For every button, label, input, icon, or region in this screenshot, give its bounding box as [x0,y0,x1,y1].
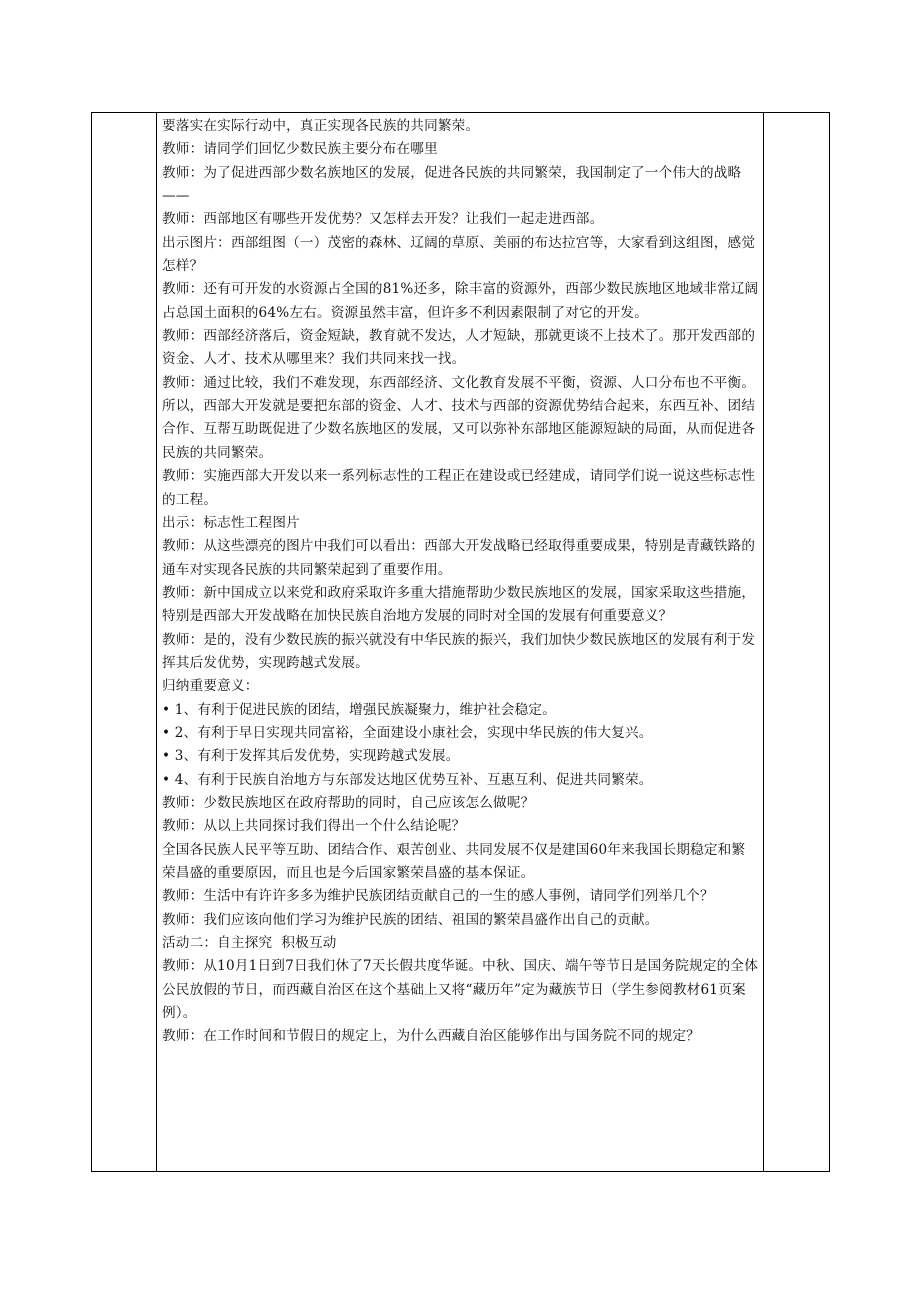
paragraph: 全国各民族人民平等互助、团结合作、艰苦创业、共同发展不仅是建国60年来我国长期稳定和繁荣昌盛的重要原因，而且也是今后国家繁荣昌盛的基本保证。 [162,841,746,881]
table-column-divider-left [156,113,157,1171]
paragraph: 教师：还有可开发的水资源占全国的81%还多，除丰富的资源外，西部少数民族地区地域非常辽阔占总国土面积的64%左右。资源虽然丰富，但许多不利因素限制了对它的开发。 [162,281,759,321]
lesson-table [91,112,830,1172]
paragraph: 教师：从以上共同探讨我们得出一个什么结论呢？ [162,818,466,835]
paragraph: 教师：生活中有许许多多为维护民族团结贡献自己的一生的感人事例，请同学们列举几个？ [162,888,714,905]
bullet-item: • 3、有利于发挥其后发优势，实现跨越式发展。 [162,748,460,765]
paragraph: 出示：标志性工程图片 [162,514,300,531]
section-heading: 活动二：自主探究 积极互动 [162,935,337,952]
paragraph: 教师：实施西部大开发以来一系列标志性的工程正在建设或已经建成，请同学们说一说这些标志性的工程。 [162,468,756,508]
paragraph: 教师：我们应该向他们学习为维护民族的团结、祖国的繁荣昌盛作出自己的贡献。 [162,911,659,928]
bullet-item: • 1、有利于促进民族的团结，增强民族凝聚力，维护社会稳定。 [162,701,557,718]
paragraph: 教师：少数民族地区在政府帮助的同时，自己应该怎么做呢？ [162,794,535,811]
bullet-item: • 2、有利于早日实现共同富裕，全面建设小康社会，实现中华民族的伟大复兴。 [162,724,653,741]
table-column-divider-right [763,113,764,1171]
bullet-item: • 4、有利于民族自治地方与东部发达地区优势互补、互惠互利、促进共同繁荣。 [162,771,653,788]
paragraph: 教师：西部经济落后，资金短缺，教育就不发达，人才短缺，那就更谈不上技术了。那开发西部的资金、人才、技术从哪里来？我们共同来找一找。 [162,328,756,368]
paragraph: 教师：新中国成立以来党和政府采取许多重大措施帮助少数民族地区的发展，国家采取这些措施，特别是西部大开发战略在加快民族自治地方发展的同时对全国的发展有何重要意义？ [162,584,756,625]
paragraph: 教师：从这些漂亮的图片中我们可以看出：西部大开发战略已经取得重要成果，特别是青藏铁路的通车对实现各民族的共同繁荣起到了重要作用。 [162,538,756,578]
paragraph: 教师：是的，没有少数民族的振兴就没有中华民族的振兴，我们加快少数民族地区的发展有利于发挥其后发优势，实现跨越式发展。 [162,631,756,671]
paragraph: 教师：请同学们回忆少数民族主要分布在哪里 [162,141,438,158]
paragraph: 教师：为了促进西部少数名族地区的发展，促进各民族的共同繁荣，我国制定了一个伟大的战略—— [162,164,742,205]
section-heading: 归纳重要意义： [162,678,259,695]
paragraph: 教师：从10月1日到7日我们休了7天长假共度华诞。中秋、国庆、端午等节日是国务院规定的全体公民放假的节日，而西藏自治区在这个基础上又将“藏历年”定为藏族节日（学生参阅教材61页案例）。 [162,958,758,1022]
paragraph: 要落实在实际行动中，真正实现各民族的共同繁荣。 [162,118,480,134]
paragraph: 教师：在工作时间和节假日的规定上，为什么西藏自治区能够作出与国务院不同的规定？ [162,1028,700,1045]
paragraph: 教师：通过比较，我们不难发现，东西部经济、文化教育发展不平衡，资源、人口分布也不平衡。所以，西部大开发就是要把东部的资金、人才、技术与西部的资源优势结合起来，东西互补、团结合作、互帮互助既促进了少数名族地区的发展，又可以弥补东部地区能源短缺的局面，从而促进各民族的共同繁荣。 [162,374,756,461]
paragraph: 出示图片：西部组图（一）茂密的森林、辽阔的草原、美丽的布达拉宫等，大家看到这组图，感觉怎样？ [162,234,756,275]
paragraph: 教师：西部地区有哪些开发优势？又怎样去开发？让我们一起走进西部。 [162,211,604,228]
lesson-content-cell [162,115,759,1049]
